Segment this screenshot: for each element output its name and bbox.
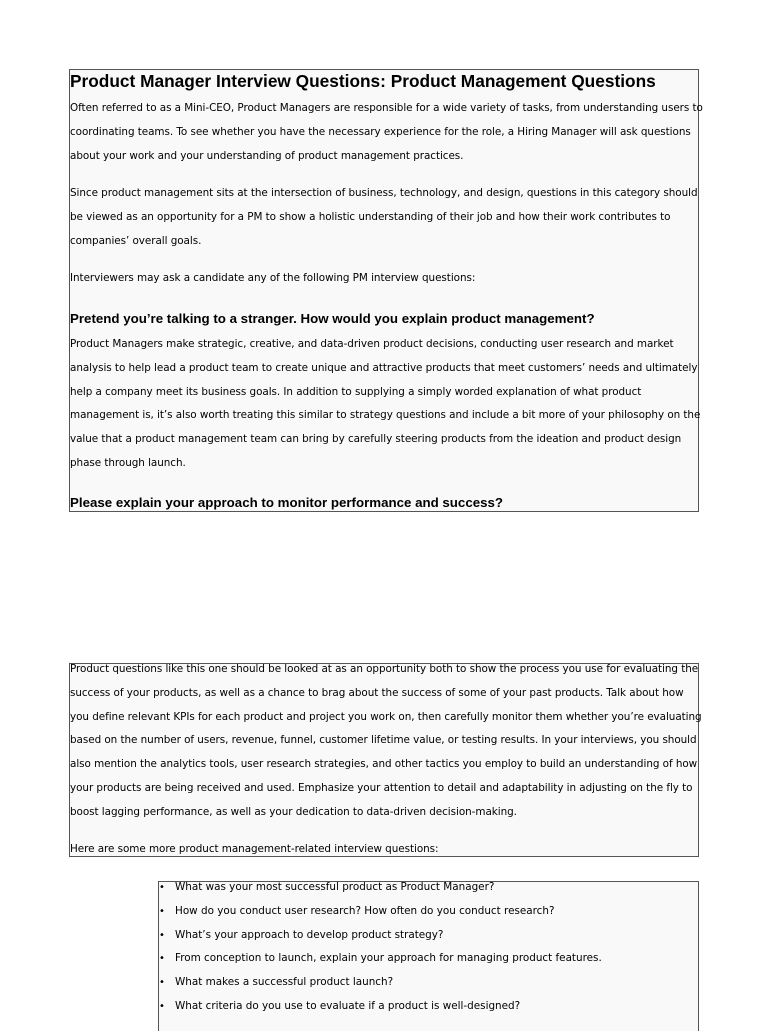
list-item <box>159 900 698 924</box>
text-line: help a company meet its business goals. In addition to supplying a simply worded explanation of what product <box>70 385 642 398</box>
answer-paragraph-1 <box>70 333 702 476</box>
bullet-icon: • <box>159 977 165 989</box>
text-line: companies’ overall goals. <box>70 234 202 247</box>
bullet-icon: • <box>159 882 165 893</box>
text-line: also mention the analytics tools, user research strategies, and other tactics you employ to build an understanding of how <box>70 758 698 771</box>
answer-paragraph-2 <box>70 658 702 825</box>
question-heading-1: Pretend you’re talking to a stranger. How would you explain product management? <box>70 311 595 326</box>
text-line: value that a product management team can bring by carefully steering products from the ideation and product design <box>70 433 682 446</box>
list-item-text: What criteria do you use to evaluate if a product is well-designed? <box>175 999 521 1012</box>
text-line: analysis to help lead a product team to create unique and attractive products that meet customers’ needs and ultimately <box>70 361 698 374</box>
text-line: be viewed as an opportunity for a PM to show a holistic understanding of their job and how their work contributes to <box>70 210 671 223</box>
bullet-icon: • <box>159 929 165 941</box>
text-line: Product Managers make strategic, creative, and data-driven product decisions, conducting user research and market <box>70 338 674 350</box>
text-line: Since product management sits at the intersection of business, technology, and design, questions in this category should <box>70 187 698 199</box>
text-line: Here are some more product management-related interview questions: <box>70 843 439 855</box>
bullet-icon: • <box>159 953 165 965</box>
bullet-icon: • <box>159 1000 165 1012</box>
text-line: based on the number of users, revenue, funnel, customer lifetime value, or testing results. In your interviews, you should <box>70 734 697 747</box>
section-performance-answer <box>69 663 702 857</box>
text-line: about your work and your understanding of product management practices. <box>70 149 464 162</box>
text-line: coordinating teams. To see whether you have the necessary experience for the role, a Hiring Manager will ask questions <box>70 125 691 138</box>
text-line: boost lagging performance, as well as your dedication to data-driven decision-making. <box>70 805 517 818</box>
list-item <box>159 971 698 995</box>
intro-paragraph <box>70 97 702 168</box>
list-item <box>159 995 698 1019</box>
list-item-text: What makes a successful product launch? <box>175 976 394 989</box>
list-item-text: What was your most successful product as Product Manager? <box>175 881 495 893</box>
list-item-text: How do you conduct user research? How often do you conduct research? <box>175 904 555 917</box>
text-line: your products are being received and used. Emphasize your attention to detail and adaptability in adjusting on the fly to <box>70 781 693 794</box>
bullet-icon: • <box>159 905 165 917</box>
text-line: success of your products, as well as a chance to brag about the success of some of your past products. Talk about how <box>70 686 684 699</box>
lead-in-paragraph <box>70 267 702 291</box>
section-more-questions-list <box>158 881 699 1031</box>
section-product-management-questions <box>69 69 703 512</box>
text-line: you define relevant KPIs for each product and project you work on, then carefully monitor them whether you’re evaluating <box>70 710 702 723</box>
list-item <box>159 947 698 971</box>
question-list <box>159 876 698 1019</box>
context-paragraph <box>70 182 702 253</box>
text-line: management is, it’s also worth treating this similar to strategy questions and include a bit more of your philosophy on the <box>70 409 701 422</box>
list-item-text: What’s your approach to develop product strategy? <box>175 928 444 941</box>
text-line: Often referred to as a Mini-CEO, Product Managers are responsible for a wide variety of tasks, from understanding users to <box>70 102 703 114</box>
page-title: Product Manager Interview Questions: Product Management Questions <box>70 71 656 91</box>
question-heading-2: Please explain your approach to monitor performance and success? <box>70 495 504 510</box>
text-line: phase through launch. <box>70 456 186 469</box>
list-item <box>159 876 698 900</box>
text-line: Product questions like this one should be looked at as an opportunity both to show the process you use for evaluating the <box>70 663 699 675</box>
list-item-text: From conception to launch, explain your approach for managing product features. <box>175 952 602 965</box>
text-line: Interviewers may ask a candidate any of the following PM interview questions: <box>70 272 476 284</box>
list-item <box>159 924 698 948</box>
more-questions-intro <box>70 838 702 862</box>
